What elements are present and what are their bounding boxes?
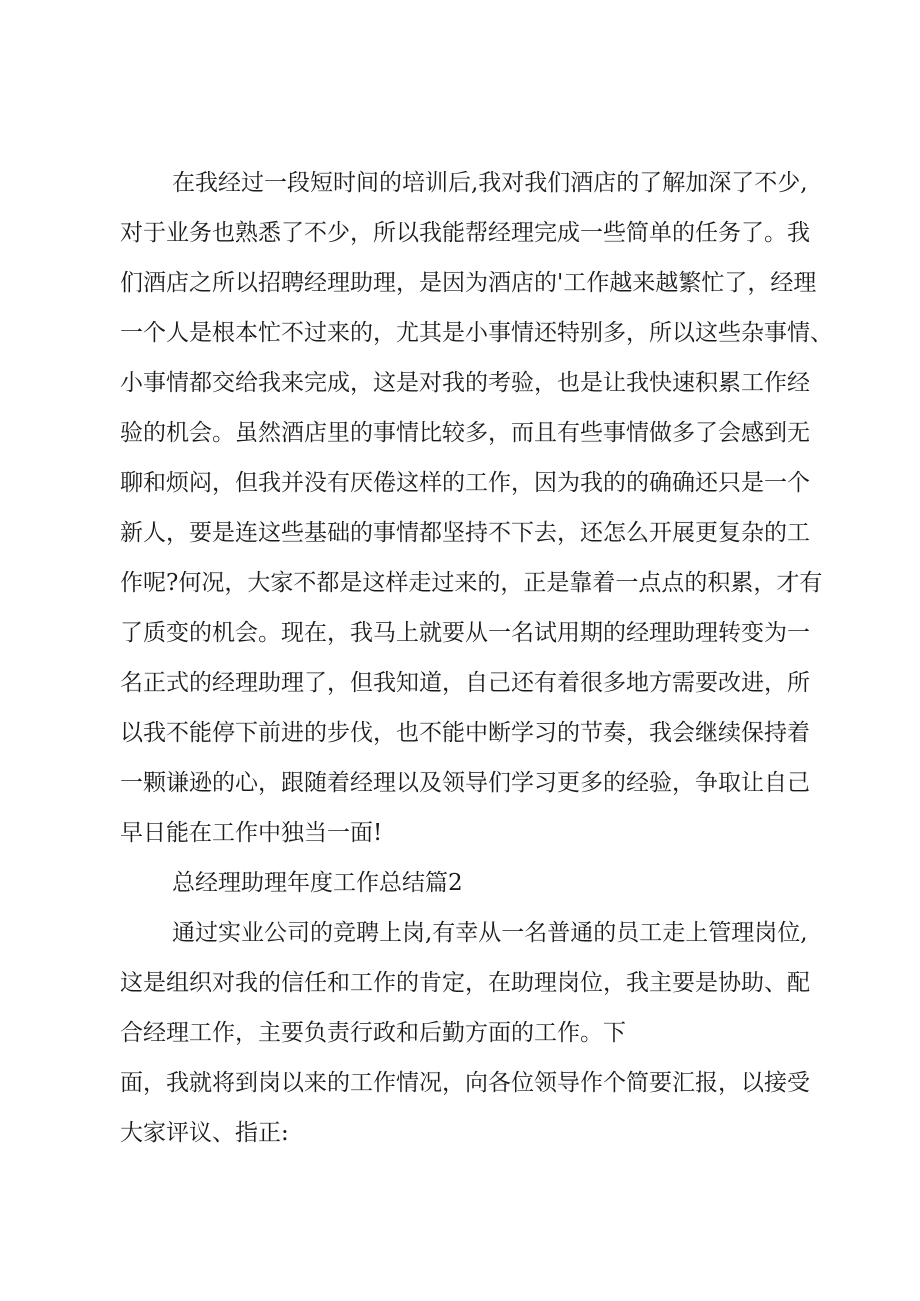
paragraph-2-line-2: 这是组织对我的信任和工作的肯定，在助理岗位，我主要是协助、配: [120, 970, 810, 996]
paragraph-2-line-4: 面，我就将到岗以来的工作情况，向各位领导作个简要汇报，以接受: [120, 1070, 810, 1096]
paragraph-1-line-6: 验的机会。虽然酒店里的事情比较多，而且有些事情做多了会感到无: [120, 420, 810, 446]
section-heading: 总经理助理年度工作总结篇2: [172, 870, 463, 896]
paragraph-1-line-12: 以我不能停下前进的步伐，也不能中断学习的节奏，我会继续保持着: [120, 720, 810, 746]
paragraph-1-line-11: 名正式的经理助理了，但我知道，自己还有着很多地方需要改进，所: [120, 670, 810, 696]
paragraph-1-line-14: 早日能在工作中独当一面!: [120, 820, 383, 846]
paragraph-1-line-13: 一颗谦逊的心，跟随着经理以及领导们学习更多的经验，争取让自己: [120, 770, 810, 796]
paragraph-1-line-9: 作呢?何况，大家不都是这样走过来的，正是靠着一点点的积累，才有: [120, 570, 823, 596]
paragraph-1-line-4: 一个人是根本忙不过来的，尤其是小事情还特别多，所以这些杂事情、: [120, 320, 833, 346]
paragraph-2-line-5: 大家评议、指正:: [120, 1120, 289, 1146]
paragraph-1-line-5: 小事情都交给我来完成，这是对我的考验，也是让我快速积累工作经: [120, 370, 810, 396]
paragraph-1-line-7: 聊和烦闷，但我并没有厌倦这样的工作，因为我的的确确还只是一个: [120, 470, 810, 496]
paragraph-1-line-2: 对于业务也熟悉了不少，所以我能帮经理完成一些简单的任务了。我: [120, 220, 810, 246]
paragraph-1-line-10: 了质变的机会。现在，我马上就要从一名试用期的经理助理转变为一: [120, 620, 810, 646]
paragraph-1-line-1: 在我经过一段短时间的培训后,我对我们酒店的了解加深了不少,: [172, 170, 808, 196]
paragraph-1-line-8: 新人，要是连这些基础的事情都坚持不下去，还怎么开展更复杂的工: [120, 520, 810, 546]
paragraph-2-line-3: 合经理工作，主要负责行政和后勤方面的工作。下: [120, 1020, 626, 1046]
paragraph-2-line-1: 通过实业公司的竞聘上岗,有幸从一名普通的员工走上管理岗位,: [172, 920, 808, 946]
paragraph-1-line-3: 们酒店之所以招聘经理助理，是因为酒店的'工作越来越繁忙了，经理: [120, 270, 817, 296]
